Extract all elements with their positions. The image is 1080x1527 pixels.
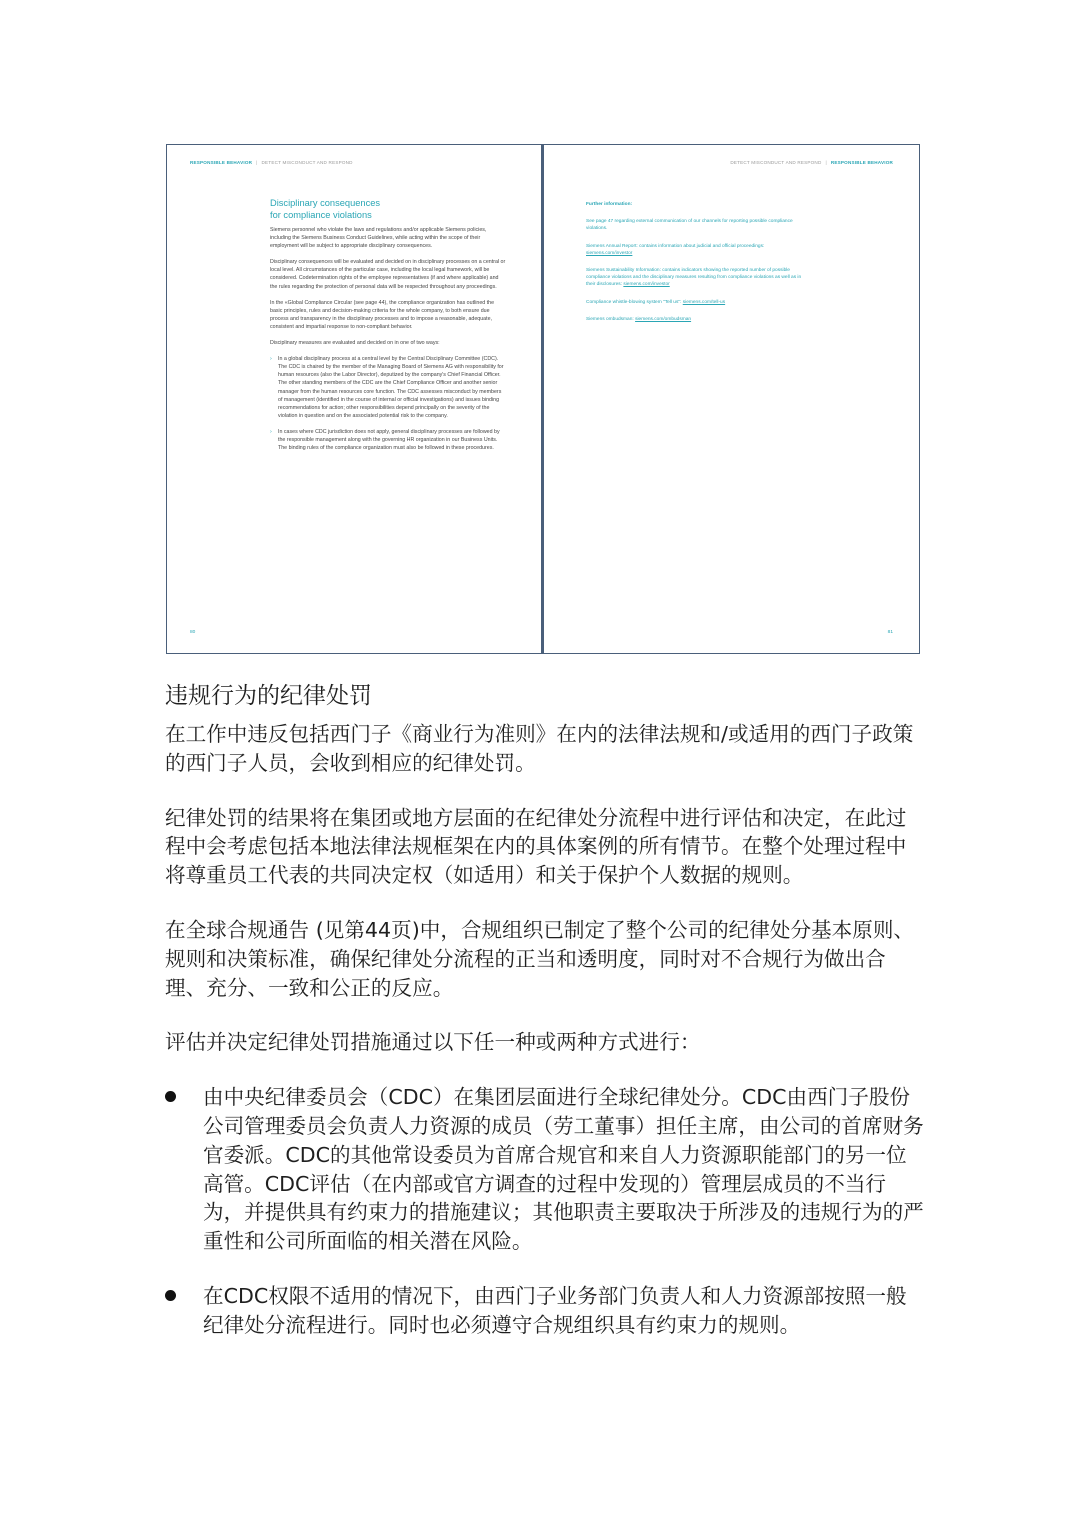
info-text: Siemens ombudsman:: [586, 316, 634, 322]
body-paragraph: Disciplinary consequences will be evaluated and decided on in disciplinary processes on a central or local level. All circumstances of the particular case, including the local legal framework, will be considered. Codetermination rights of the employee representatives (if and where applicable) and the rules regarding the protection of personal data will be respected throughout any proceedings.: [270, 259, 506, 290]
bullet-dot-icon: [165, 1290, 176, 1301]
translation-paragraph: 在工作中违反包括西门子《商业行为准则》在内的法律法规和/或适用的西门子政策的西门子人员，会收到相应的纪律处罚。: [165, 722, 914, 775]
info-link[interactable]: siemens.com/ombudsman: [635, 316, 692, 322]
translation-bullet-text: 在CDC权限不适用的情况下，由西门子业务部门负责人和人力资源部按照一般纪律处分流程进行。同时也必须遵守合规组织具有约束力的规则。: [203, 1283, 907, 1337]
translation-title: 违规行为的纪律处罚: [165, 683, 372, 709]
info-link[interactable]: siemens.com/tell-us: [682, 299, 726, 305]
left-page: [167, 145, 543, 653]
translation-bullet-item: [165, 1282, 925, 1340]
body-paragraph: Disciplinary measures are evaluated and decided on in one of two ways:: [270, 340, 440, 347]
translation-paragraph: 评估并决定纪律处罚措施通过以下任一种或两种方式进行：: [165, 1030, 701, 1055]
translation-paragraph: 在全球合规通告 (见第44页)中，合规组织已制定了整个公司的纪律处分基本原则、规则和决策标准，确保纪律处分流程的正当和透明度，同时对不合规行为做出合理、充分、一致和公正的反应。: [165, 917, 915, 1000]
right-page: [544, 145, 919, 653]
right-page-header: DETECT MISCONDUCT AND RESPOND | RESPONSIBLE BEHAVIOR: [730, 160, 893, 165]
title-line-2: for compliance violations: [270, 209, 372, 220]
left-page-body: [270, 226, 506, 460]
info-link[interactable]: siemens.com/investor: [586, 250, 633, 256]
body-paragraph: In the «Global Compliance Circular (see page 44), the compliance organization has outlined the basic principles, rules and decision-making criteria for the whole company, to both ensure due process and transparency in the disciplinary processes and to impose a reasonable, adequate, consistent and impartial response to non-compliant behavior.: [270, 299, 495, 330]
bullet-item: › In a global disciplinary process at a central level by the Central Disciplinary Committee (CDC). The CDC is chaired by the member of the Managing Board of Siemens AG with responsibility for human resources (also the Labor Director), deputized by the company's Chief Financial Officer. The other standing members of the CDC are the Chief Compliance Officer and another senior manager from the human resources core function. The CDC assesses misconduct by members of management (identified in the course of internal or official investigations) and issues binding recommendations for action; other responsibilities depend principally on the severity of the violation in question and on the associated potential risk to the company.: [270, 355, 506, 420]
title-line-1: Disciplinary consequences: [270, 198, 381, 208]
info-item: [586, 316, 811, 323]
body-paragraph: Siemens personnel who violate the laws and regulations and/or applicable Siemens policies, including the Siemens Business Conduct Guidelines, while acting within the scope of their employment will be subject to appropriate disciplinary consequences.: [270, 227, 487, 250]
left-page-header: RESPONSIBLE BEHAVIOR | DETECT MISCONDUCT AND RESPOND: [190, 160, 353, 165]
info-item: [586, 299, 811, 306]
left-page-bullets: [270, 355, 506, 452]
left-page-number: 80: [190, 630, 196, 635]
header-subsection: DETECT MISCONDUCT AND RESPOND: [261, 160, 353, 165]
right-page-number: 81: [887, 630, 893, 635]
bullet-item: › In cases where CDC jurisdiction does not apply, general disciplinary processes are followed by the responsible management along with the governing HR organization in our Business Units. The binding rules of the compliance organization must also be followed in these procedures.: [270, 428, 506, 452]
info-link[interactable]: siemens.com/investor: [623, 282, 670, 288]
translation-bullets: [165, 1083, 925, 1339]
left-page-title: [270, 198, 510, 221]
info-item: [586, 267, 811, 289]
info-item: [586, 218, 811, 232]
header-subsection: DETECT MISCONDUCT AND RESPOND: [730, 160, 822, 165]
info-text: Siemens Sustainability Information: contains indicators showing the reported number of possible compliance violations and the disciplinary measures resulting from compliance violations as well as in their disclosures:: [586, 268, 802, 288]
brochure-spread-image: [166, 144, 920, 654]
header-section: RESPONSIBLE BEHAVIOR: [830, 160, 893, 165]
info-item: [586, 243, 811, 257]
translation-section: [165, 678, 925, 1366]
header-section: RESPONSIBLE BEHAVIOR: [190, 160, 253, 165]
info-text: Siemens Annual Report: contains information about judicial and official proceedings:: [586, 243, 765, 249]
info-text: See page 47 regarding external communication of our channels for reporting possible compliance violations.: [586, 219, 793, 232]
translation-bullet-item: [165, 1083, 925, 1256]
info-text: Compliance whistle-blowing system "Tell us":: [586, 299, 682, 305]
bullet-dot-icon: [165, 1091, 176, 1102]
translation-paragraph: 纪律处罚的结果将在集团或地方层面的在纪律处分流程中进行评估和决定，在此过程中会考虑包括本地法律法规框架在内的具体案例的所有情节。在整个处理过程中将尊重员工代表的共同决定权（如适用）和关于保护个人数据的规则。: [165, 805, 907, 888]
translation-bullet-text: 由中央纪律委员会（CDC）在集团层面进行全球纪律处分。CDC由西门子股份公司管理委员会负责人力资源的成员（劳工董事）担任主席，由公司的首席财务官委派。CDC的其他常设委员为首席合规官和来自人力资源职能部门的另一位高管。CDC评估（在内部或官方调查的过程中发现的）管理层成员的不当行为，并提供具有约束力的措施建议；其他职责主要取决于所涉及的违规行为的严重性和公司所面临的相关潜在风险。: [203, 1085, 924, 1254]
further-information-box: [586, 201, 811, 333]
further-information-title: Further information:: [586, 202, 633, 207]
